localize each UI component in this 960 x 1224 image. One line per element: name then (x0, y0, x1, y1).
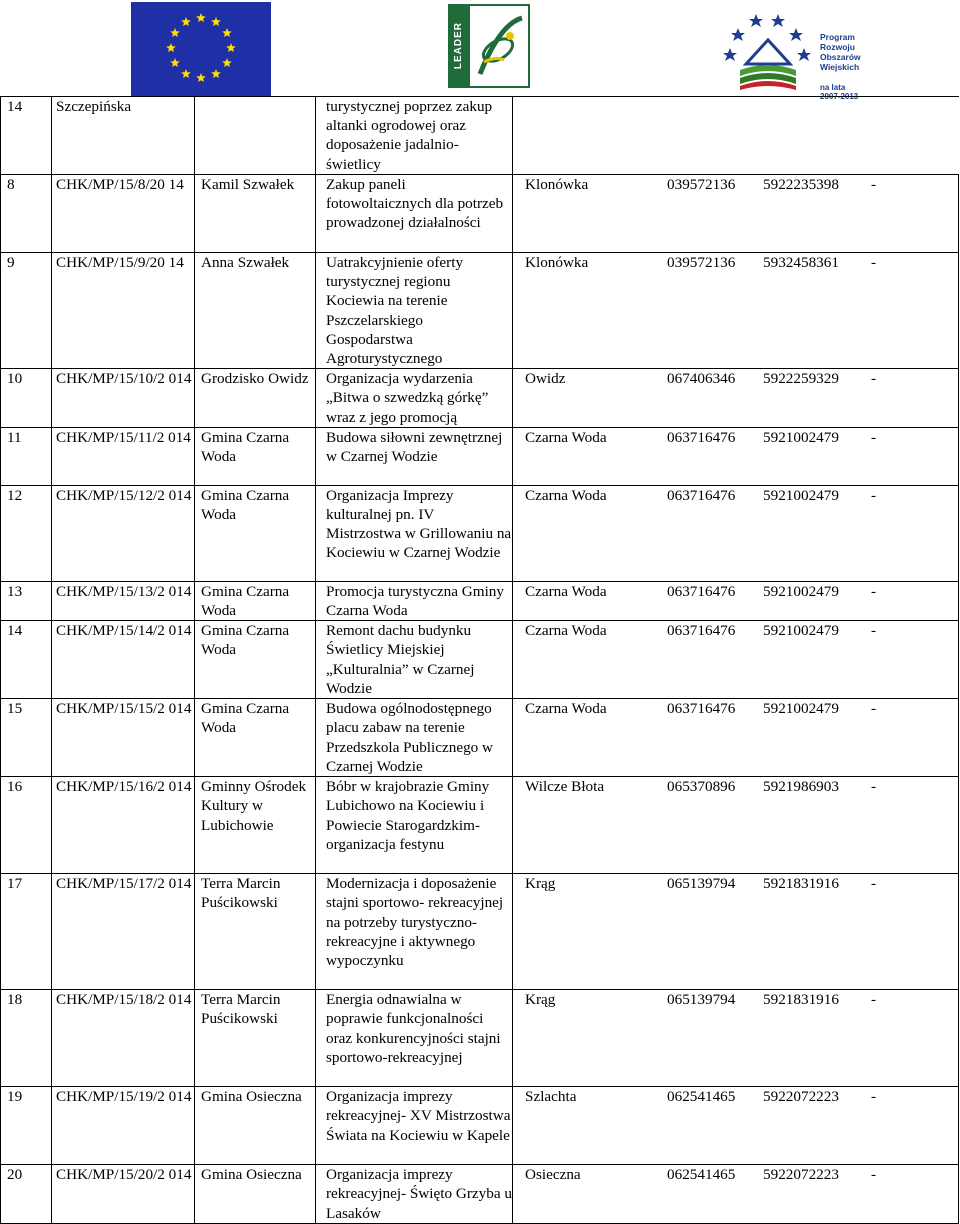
applicant-name: Gmina Osieczna (195, 1087, 316, 1165)
applicant-name: Gminny Ośrodek Kultury w Lubichowie (195, 777, 316, 874)
applicant-details (513, 990, 959, 1087)
applicant-name: Gmina Czarna Woda (195, 699, 316, 777)
regon-number: 065139794 (667, 875, 736, 893)
eu-flag-logo (131, 2, 271, 96)
table-row (1, 485, 959, 581)
dash-marker: - (871, 428, 877, 446)
project-title: Organizacja wydarzenia „Bitwa o szwedzką górkę” wraz z jego promocją (316, 369, 513, 428)
leader-label: LEADER (453, 22, 464, 70)
application-id: CHK/MP/15/12/2 014 (52, 485, 195, 581)
table-row (1, 427, 959, 485)
row-number: 20 (1, 1165, 52, 1224)
location: Krąg (525, 991, 556, 1009)
applicant-details (513, 1087, 959, 1165)
applicant-details (513, 369, 959, 428)
application-id: CHK/MP/15/19/2 014 (52, 1087, 195, 1165)
applicant-details (513, 777, 959, 874)
location: Szlachta (525, 1088, 577, 1106)
table-row (1, 990, 959, 1087)
nip-number: 5922235398 (763, 176, 839, 193)
table-row (1, 175, 959, 253)
row-number: 16 (1, 777, 52, 874)
row-number: 11 (1, 427, 52, 485)
row-number: 10 (1, 369, 52, 428)
project-title: turystycznej poprzez zakup altanki ogrodowej oraz doposażenie jadalnio-świetlicy (316, 97, 513, 175)
applicant-details (513, 1165, 959, 1224)
application-id: CHK/MP/15/15/2 014 (52, 699, 195, 777)
table-row (1, 369, 959, 428)
nip-number: 5922072223 (763, 1166, 839, 1184)
project-title: Zakup paneli fotowoltaicznych dla potrzeb prowadzonej działalności (316, 175, 513, 253)
table-row (1, 581, 959, 620)
dash-marker: - (871, 622, 877, 640)
applicant-name: Anna Szwałek (195, 253, 316, 369)
dash-marker: - (871, 1088, 877, 1106)
applicant-name: Gmina Czarna Woda (195, 485, 316, 581)
location: Czarna Woda (525, 622, 607, 640)
regon-number: 063716476 (667, 582, 736, 600)
row-number: 9 (1, 253, 52, 369)
project-title: Organizacja Imprezy kulturalnej pn. IV Mistrzostwa w Grillowaniu na Kociewiu w Czarnej Wodzie (316, 485, 513, 581)
applicant-details (513, 581, 959, 620)
project-title: Remont dachu budynku Świetlicy Miejskiej „Kulturalnia” w Czarnej Wodzie (316, 621, 513, 699)
applicant-details (513, 97, 959, 175)
application-id: CHK/MP/15/10/2 014 (52, 369, 195, 428)
nip-number: 5921986903 (763, 778, 839, 796)
dash-marker: - (871, 778, 877, 796)
applicant-name: Grodzisko Owidz (195, 369, 316, 428)
applicant-details (513, 621, 959, 699)
dash-marker: - (871, 700, 877, 718)
dash-marker: - (871, 176, 877, 193)
location: Owidz (525, 370, 566, 388)
table-row (1, 699, 959, 777)
nip-number: 5932458361 (763, 254, 839, 271)
nip-number: 5921002479 (763, 700, 839, 718)
location: Klonówka (525, 254, 589, 271)
row-number: 15 (1, 699, 52, 777)
project-title: Energia odnawialna w poprawie funkcjonalności oraz konkurencyjności stajni sportowo-rekreacyjnej (316, 990, 513, 1087)
application-id: CHK/MP/15/17/2 014 (52, 874, 195, 990)
location: Krąg (525, 875, 556, 893)
table-row (1, 777, 959, 874)
applicant-name: Terra Marcin Puścikowski (195, 874, 316, 990)
regon-number: 039572136 (667, 176, 736, 193)
leader-emblem-icon (474, 14, 526, 80)
regon-number: 063716476 (667, 622, 736, 640)
dash-marker: - (871, 582, 877, 600)
applicant-details (513, 699, 959, 777)
table-row (1, 621, 959, 699)
applicant-name (195, 97, 316, 175)
applicant-details (513, 427, 959, 485)
nip-number: 5921002479 (763, 428, 839, 446)
projects-table (0, 96, 959, 1224)
table-row (1, 874, 959, 990)
dash-marker: - (871, 486, 877, 504)
prow-emblem-icon (716, 4, 820, 94)
applicant-details (513, 175, 959, 253)
project-title: Organizacja imprezy rekreacyjnej- Święto Grzyba u Lasaków (316, 1165, 513, 1224)
nip-number: 5921002479 (763, 486, 839, 504)
location: Czarna Woda (525, 486, 607, 504)
location: Osieczna (525, 1166, 581, 1184)
project-title: Organizacja imprezy rekreacyjnej- XV Mistrzostwa Świata na Kociewiu w Kapele (316, 1087, 513, 1165)
location: Czarna Woda (525, 582, 607, 600)
regon-number: 063716476 (667, 700, 736, 718)
regon-number: 067406346 (667, 370, 736, 388)
table-row (1, 97, 959, 175)
applicant-name: Kamil Szwałek (195, 175, 316, 253)
location: Klonówka (525, 176, 589, 193)
nip-number: 5922259329 (763, 370, 839, 388)
location: Czarna Woda (525, 428, 607, 446)
prow-logo (716, 4, 866, 101)
regon-number: 063716476 (667, 486, 736, 504)
nip-number: 5921002479 (763, 622, 839, 640)
regon-number: 062541465 (667, 1166, 736, 1184)
application-id: CHK/MP/15/8/20 14 (52, 175, 195, 253)
table-row (1, 253, 959, 369)
applicant-name: Gmina Czarna Woda (195, 621, 316, 699)
project-title: Promocja turystyczna Gminy Czarna Woda (316, 581, 513, 620)
regon-number: 039572136 (667, 254, 736, 271)
application-id: CHK/MP/15/13/2 014 (52, 581, 195, 620)
applicant-details (513, 874, 959, 990)
dash-marker: - (871, 370, 877, 388)
row-number: 14 (1, 97, 52, 175)
row-number: 13 (1, 581, 52, 620)
prow-years: na lata 2007-2013 (820, 83, 859, 101)
application-id: CHK/MP/15/14/2 014 (52, 621, 195, 699)
row-number: 18 (1, 990, 52, 1087)
application-id: CHK/MP/15/11/2 014 (52, 427, 195, 485)
applicant-name: Gmina Czarna Woda (195, 581, 316, 620)
application-id: CHK/MP/15/9/20 14 (52, 253, 195, 369)
regon-number: 065139794 (667, 991, 736, 1009)
project-title: Budowa ogólnodostępnego placu zabaw na terenie Przedszkola Publicznego w Czarnej Wodzie (316, 699, 513, 777)
location: Czarna Woda (525, 700, 607, 718)
project-title: Uatrakcyjnienie oferty turystycznej regionu Kociewia na terenie Pszczelarskiego Gospodarstwa Agroturystycznego (316, 253, 513, 369)
row-number: 8 (1, 175, 52, 253)
dash-marker: - (871, 875, 877, 893)
project-title: Budowa siłowni zewnętrznej w Czarnej Wodzie (316, 427, 513, 485)
project-title: Modernizacja i doposażenie stajni sportowo- rekreacyjnej na potrzeby turystyczno-rekreacyjne i aktywnego wypoczynku (316, 874, 513, 990)
applicant-details (513, 485, 959, 581)
application-id: CHK/MP/15/16/2 014 (52, 777, 195, 874)
row-number: 17 (1, 874, 52, 990)
logos-header (0, 0, 960, 101)
application-id: CHK/MP/15/20/2 014 (52, 1165, 195, 1224)
row-number: 19 (1, 1087, 52, 1165)
applicant-name: Gmina Czarna Woda (195, 427, 316, 485)
nip-number: 5922072223 (763, 1088, 839, 1106)
location: Wilcze Błota (525, 778, 605, 796)
applicant-details (513, 253, 959, 369)
applicant-name: Terra Marcin Puścikowski (195, 990, 316, 1087)
nip-number: 5921002479 (763, 582, 839, 600)
application-id: CHK/MP/15/18/2 014 (52, 990, 195, 1087)
row-number: 14 (1, 621, 52, 699)
table-row (1, 1165, 959, 1224)
regon-number: 063716476 (667, 428, 736, 446)
dash-marker: - (871, 991, 877, 1009)
application-id: Szczepińska (52, 97, 195, 175)
row-number: 12 (1, 485, 52, 581)
regon-number: 062541465 (667, 1088, 736, 1106)
nip-number: 5921831916 (763, 875, 839, 893)
nip-number: 5921831916 (763, 991, 839, 1009)
dash-marker: - (871, 1166, 877, 1184)
table-row (1, 1087, 959, 1165)
regon-number: 065370896 (667, 778, 736, 796)
leader-logo (448, 4, 530, 88)
dash-marker: - (871, 254, 877, 271)
prow-title: Program Rozwoju Obszarów Wiejskich (820, 32, 861, 72)
applicant-name: Gmina Osieczna (195, 1165, 316, 1224)
project-title: Bóbr w krajobrazie Gminy Lubichowo na Kociewiu i Powiecie Starogardzkim-organizacja festynu (316, 777, 513, 874)
